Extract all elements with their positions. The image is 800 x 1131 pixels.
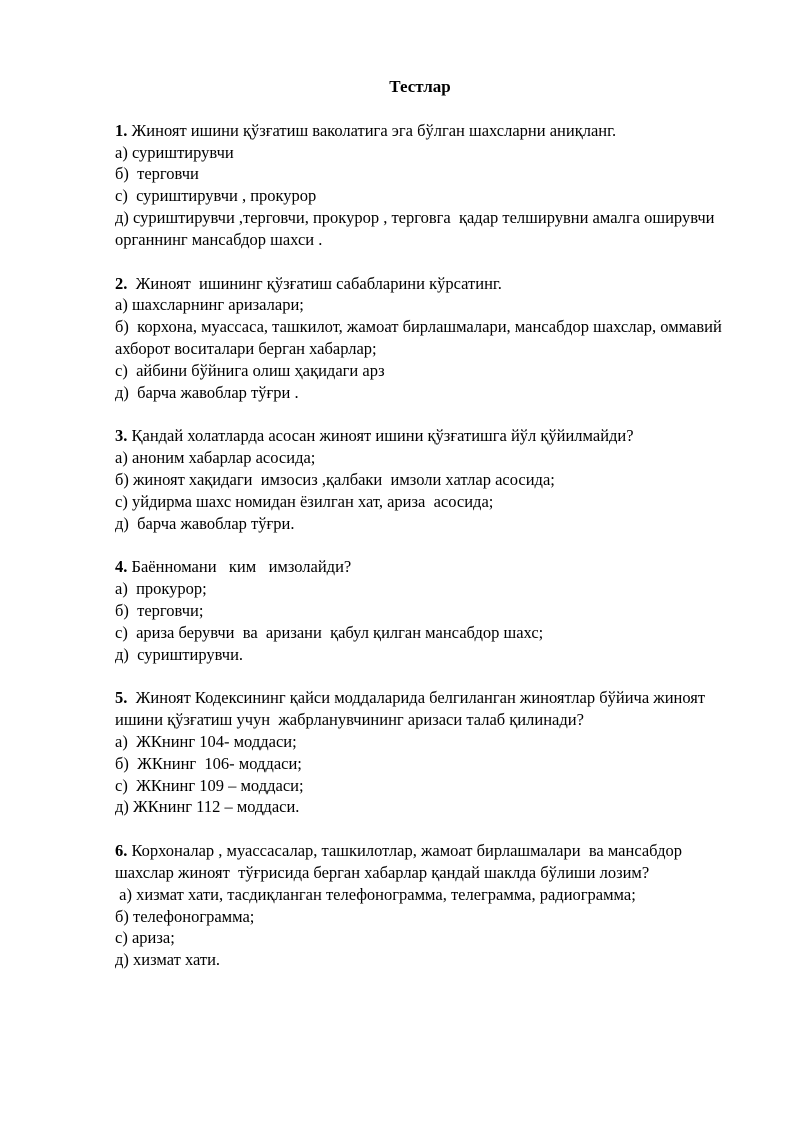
- question-text: [115, 120, 735, 142]
- question-text: [115, 556, 735, 578]
- answer-option-d: д) суриштирувчи ,терговчи, прокурор , терговга қадар телширувни амалга оширувчи органнинг мансабдор шахси .: [115, 207, 719, 249]
- question-number: 5.: [115, 688, 128, 708]
- answer-option-a: а) суриштирувчи: [115, 142, 234, 162]
- answer-option-d: д) барча жавоблар тўғри.: [115, 513, 295, 533]
- question-number: 3.: [115, 426, 128, 446]
- question-number: 4.: [115, 557, 128, 577]
- question-1: [115, 120, 735, 251]
- question-prompt: Жиноят ишини қўзғатиш ваколатига эга бўлган шахсларни аниқланг.: [127, 120, 617, 140]
- question-number: 2.: [115, 273, 128, 293]
- question-prompt: Баённомани ким имзолайди?: [127, 557, 352, 577]
- question-prompt: Жиноят ишининг қўзғатиш сабабларини кўрсатинг.: [127, 273, 502, 293]
- question-5: [115, 687, 735, 818]
- answer-option-b: б) терговчи: [115, 164, 199, 184]
- question-text: [115, 273, 735, 295]
- answer-option-c: с) суриштирувчи , прокурор: [115, 186, 317, 206]
- question-2: [115, 273, 735, 404]
- answer-option-c: с) уйдирма шахс номидан ёзилган хат, ариза асосида;: [115, 491, 494, 511]
- question-text: [115, 425, 735, 447]
- question-4: [115, 556, 735, 665]
- question-text: [115, 687, 735, 731]
- answer-option-b: б) корхона, муассаса, ташкилот, жамоат бирлашмалари, мансабдор шахслар, оммавий ахборот воситалари берган хабарлар;: [115, 317, 726, 358]
- answer-option-b: б) ЖКнинг 106- моддаси;: [115, 753, 302, 773]
- test-document: [115, 76, 735, 993]
- question-6: [115, 840, 735, 971]
- answer-option-d: д) хизмат хати.: [115, 950, 221, 970]
- answer-option-d: д) барча жавоблар тўғри .: [115, 382, 299, 402]
- question-number: 1.: [115, 120, 128, 140]
- answer-option-b: б) жиноят хақидаги имзосиз ,қалбаки имзоли хатлар асосида;: [115, 469, 555, 489]
- question-prompt: Жиноят Кодексининг қайси моддаларида белгиланган жиноятлар бўйича жиноят ишини қўзғатиш учун жабрланувчининг аризаси талаб қилинади?: [115, 688, 710, 730]
- answer-option-b: б) терговчи;: [115, 600, 204, 620]
- question-number: 6.: [115, 841, 128, 861]
- answer-option-a: а) ЖКнинг 104- моддаси;: [115, 731, 297, 751]
- answer-option-c: с) ариза берувчи ва аризани қабул қилган мансабдор шахс;: [115, 622, 544, 642]
- question-prompt: Корхоналар , муассасалар, ташкилотлар, жамоат бирлашмалари ва мансабдор шахслар жиноят тўғрисида берган хабарлар қандай шаклда бўлиши лозим?: [115, 841, 691, 882]
- answer-option-c: с) айбини бўйнига олиш ҳақидаги арз: [115, 360, 385, 380]
- answer-option-b: б) телефонограмма;: [115, 906, 255, 926]
- page-title: Тестлар: [389, 77, 451, 96]
- question-text: [115, 840, 735, 884]
- answer-option-c: с) ариза;: [115, 928, 175, 948]
- question-3: [115, 425, 735, 534]
- answer-option-d: д) суриштирувчи.: [115, 644, 244, 664]
- answer-option-c: с) ЖКнинг 109 – моддаси;: [115, 775, 304, 795]
- answer-option-a: а) хизмат хати, тасдиқланган телефонограмма, телеграмма, радиограмма;: [115, 884, 636, 904]
- question-prompt: Қандай холатларда асосан жиноят ишини қўзғатишга йўл қўйилмайди?: [127, 426, 634, 446]
- answer-option-d: д) ЖКнинг 112 – моддаси.: [115, 797, 300, 817]
- answer-option-a: а) аноним хабарлар асосида;: [115, 448, 316, 468]
- answer-option-a: а) шахсларнинг аризалари;: [115, 295, 304, 315]
- answer-option-a: а) прокурор;: [115, 579, 207, 599]
